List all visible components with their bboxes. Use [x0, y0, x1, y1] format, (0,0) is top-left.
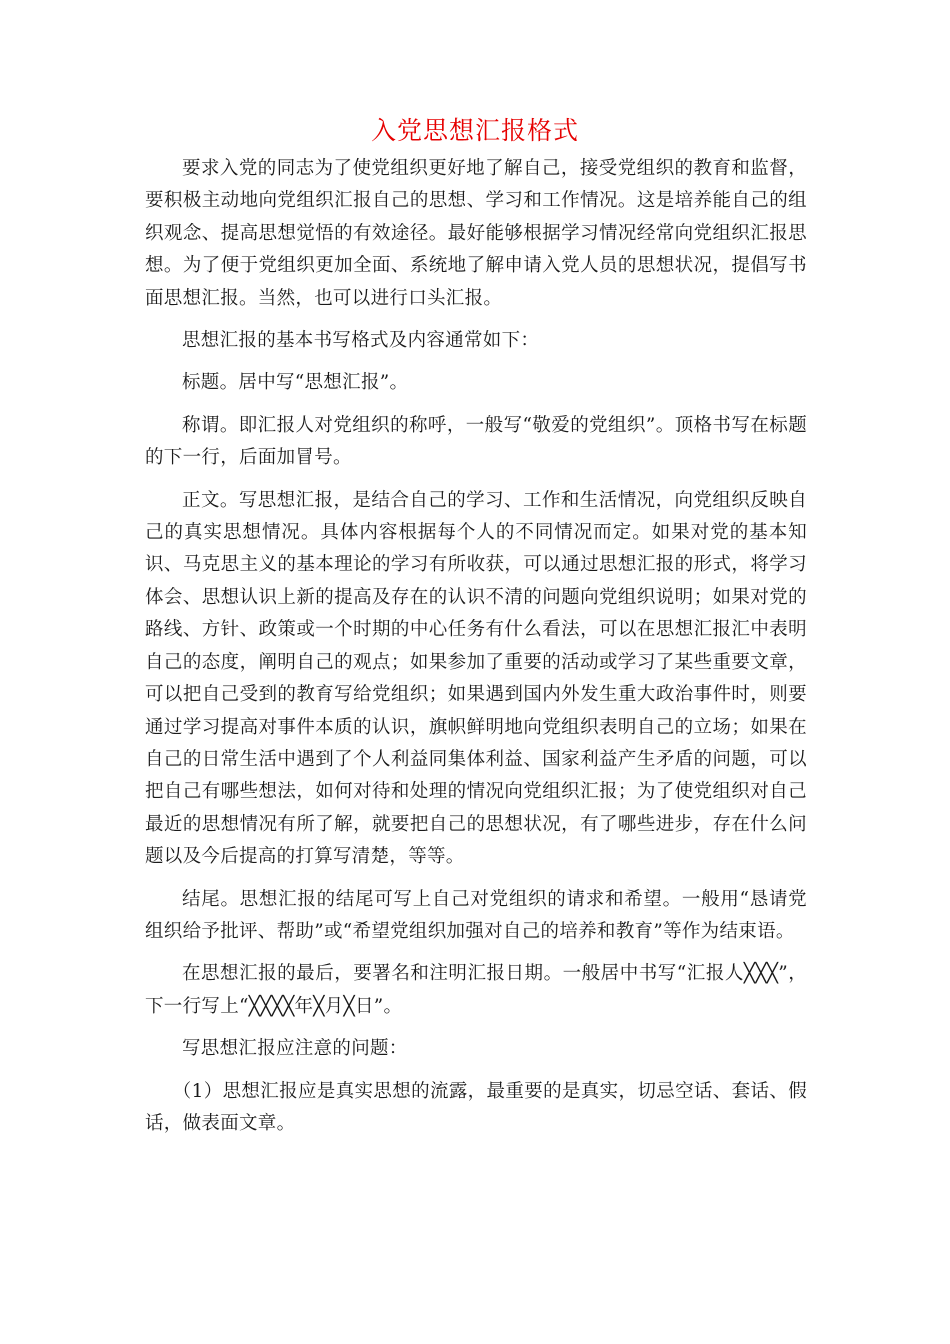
paragraph-signature-rule: 在思想汇报的最后，要署名和注明汇报日期。一般居中书写“汇报人╳╳╳”，下一行写上“╳╳╳╳年╳月╳日”。	[145, 963, 807, 1017]
paragraph-salutation-rule: 称谓。即汇报人对党组织的称呼，一般写“敬爱的党组织”。顶格书写在标题的下一行，后面加冒号。	[145, 414, 807, 469]
paragraph-format-heading: 思想汇报的基本书写格式及内容通常如下：	[182, 330, 540, 352]
paragraph-ending-rule: 结尾。思想汇报的结尾可写上自己对党组织的请求和希望。一般用“恳请党组织给予批评、帮助”或“希望党组织加强对自己的培养和教育”等作为结束语。	[145, 888, 807, 942]
paragraph-title-rule: 标题。居中写“思想汇报”。	[182, 372, 409, 394]
paragraph-notes-heading: 写思想汇报应注意的问题：	[182, 1038, 408, 1060]
paragraph-body-rule: 正文。写思想汇报，是结合自己的学习、工作和生活情况，向党组织反映自己的真实思想情况。具体内容根据每个人的不同情况而定。如果对党的基本知识、马克思主义的基本理论的学习有所收获，可以通过思想汇报的形式，将学习体会、思想认识上新的提高及存在的认识不清的问题向党组织说明；如果对党的路线、方针、政策或一个时期的中心任务有什么看法，可以在思想汇报汇中表明自己的态度，阐明自己的观点；如果参加了重要的活动或学习了某些重要文章，可以把自己受到的教育写给党组织；如果遇到国内外发生重大政治事件时，则要通过学习提高对事件本质的认识，旗帜鲜明地向党组织表明自己的立场；如果在自己的日常生活中遇到了个人利益同集体利益、国家利益产生矛盾的问题，可以把自己有哪些想法，如何对待和处理的情况向党组织汇报；为了使党组织对自己最近的思想情况有所了解，就要把自己的思想状况，有了哪些进步，存在什么问题以及今后提高的打算写清楚，等等。	[145, 489, 807, 868]
paragraph-note-1: （1）思想汇报应是真实思想的流露，最重要的是真实，切忌空话、套话、假话，做表面文章。	[145, 1080, 807, 1134]
document-title: 入党思想汇报格式	[370, 116, 579, 145]
document-body	[145, 153, 807, 1150]
paragraph-intro: 要求入党的同志为了使党组织更好地了解自己，接受党组织的教育和监督，要积极主动地向党组织汇报自己的思想、学习和工作情况。这是培养能自己的组织观念、提高思想觉悟的有效途径。最好能够根据学习情况经常向党组织汇报思想。为了便于党组织更加全面、系统地了解申请入党人员的思想状况，提倡写书面思想汇报。当然，也可以进行口头汇报。	[145, 158, 807, 309]
